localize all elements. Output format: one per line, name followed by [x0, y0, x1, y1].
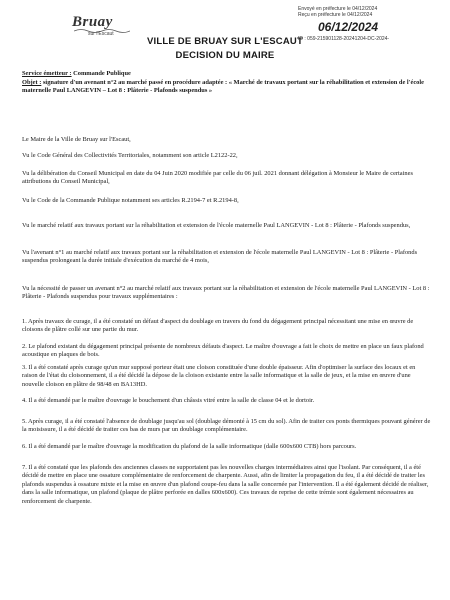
work-item: [22, 343, 432, 360]
page-subtitle: DECISION DU MAIRE: [175, 50, 275, 61]
work-item: [22, 464, 432, 506]
considering-marche: Vu le marché relatif aux travaux portant sur la réhabilitation et extension de l'école maternelle Paul LANGEVIN - Lot 8 : Plâterie - Plafonds suspendus,: [22, 222, 411, 229]
service-label: Service émetteur :: [22, 70, 72, 77]
objet-value: signature d'un avenant n°2 au marché passé en procédure adaptée : « Marché de travaux portant sur la réhabilitation et extension de l'école maternelle Paul LANGEVIN – Lot 8 : Plâterie - Plafonds suspendus »: [22, 79, 424, 95]
considering-cgct: Vu le Code Général des Collectivités Territoriales, notamment son article L2122-22,: [22, 152, 238, 159]
work-item-text: Il a été constaté après curage qu'un mur supposé porteur était une cloison constituée d'une double épaisseur. Afin d'optimiser la surface des locaux et en raison de l'état du cloisonnement, il a été décidé la dépose de la cloison existante entre la salle informatique et la salle de jeux, et la mise en œuvre d'une nouvelle cloison en plâtre de 98/48 en BA13HD.: [22, 364, 416, 388]
page-title: VILLE DE BRUAY SUR L'ESCAUT: [147, 36, 303, 47]
considering-avenant-1: Vu l'avenant n°1 au marché relatif aux travaux portant sur la réhabilitation et extension de l'école maternelle Paul LANGEVIN - Lot 8 : Plâterie - Plafonds suspendus prolongeant la durée initiale d'exécution du marché de 4 mois,: [22, 249, 418, 265]
stamp-received-label: Reçu en préfecture le 04/12/2024: [298, 12, 373, 18]
objet-line: [22, 79, 432, 96]
stamp-sent-line: Envoyé en préfecture le 04/12/2024: [298, 6, 378, 12]
work-item-text: Le plafond existant du dégagement principal présente de nombreux défauts d'aspect. Le maître d'ouvrage a fait le choix de mettre en place un faux plafond acoustique en plaques de bois.: [22, 343, 424, 359]
work-item: [22, 364, 432, 389]
service-line: [22, 70, 432, 78]
objet-label: Objet :: [22, 79, 42, 86]
work-item: [22, 443, 432, 451]
work-item-number: 5.: [22, 418, 27, 425]
considering-deliberation: Vu la délibération du Conseil Municipal en date du 04 Juin 2020 modifiée par celle du 06 juil. 2021 donnant délégation à Monsieur le Maire de certaines attributions du Conseil Municipal,: [22, 170, 413, 186]
work-item-text: Après travaux de curage, il a été constaté un défaut d'aspect du doublage en travers du fond du dégagement principal nécessitant une mise en œuvre de cloisons de plâtre collé sur une partie du mur.: [22, 318, 414, 334]
considering-avenant-2: Vu la nécessité de passer un avenant n°2 au marché relatif aux travaux portant sur la réhabilitation et extension de l'école maternelle Paul LANGEVIN - Lot 8 : Plâterie - Plafonds suspendus pour travaux supplémentaires :: [22, 285, 430, 301]
logo-subtitle: sur l'Escaut: [88, 31, 114, 37]
work-item: [22, 318, 432, 335]
stamp-id-line: ID : 059-215901128-20241204-DC-2024-: [298, 36, 390, 42]
work-item-text: Après curage, il a été constaté l'absence de doublage jusqu'au sol (doublage démonté à 15 cm du sol). Afin de traiter ces ponts thermiques pouvant générer de la moisissure, il a été décidé de traiter ces bas de murs par un doublage complémentaire.: [22, 418, 431, 434]
work-item-number: 6.: [22, 443, 27, 450]
work-item-text: Il a été constaté que les plafonds des anciennes classes ne supportaient pas les nouvelles charges intermédiaires ainsi que l'isolant. Par conséquent, il a été décidé de mettre en place une ossature complémentaire de renforcement de charpente. Aussi, afin de limiter la propagation du feu, il a été décidé de traiter les plafonds suspendus à ossature mixte et la mise en œuvre d'un plafond coupe-feu dans la salle concernée par l'intervention. Il a été également décidé de réaliser, dans la salle informatique, un plafond (plaque de plâtre perforée en dalles 600x600). Ces travaux de reprise de cette trémie sont également nécessaires au renforcement de charpente.: [22, 464, 429, 505]
logo-name: Bruay: [72, 14, 113, 30]
work-item-number: 4.: [22, 397, 27, 404]
work-item-number: 7.: [22, 464, 27, 471]
considering-code-commande: Vu le Code de la Commande Publique notamment ses articles R.2194-7 et R.2194-8,: [22, 197, 239, 204]
work-item-text: Il a été demandé par le maître d'ouvrage le bouchement d'un châssis vitré entre la salle de classe 04 et le dortoir.: [28, 397, 315, 404]
service-value: Commande Publique: [71, 70, 131, 77]
work-item-number: 1.: [22, 318, 27, 325]
stamp-date: 06/12/2024: [318, 20, 379, 34]
work-item-number: 2.: [22, 343, 27, 350]
mayor-line: Le Maire de la Ville de Bruay sur l'Escaut,: [22, 136, 131, 143]
work-item: [22, 418, 432, 435]
work-item-number: 3.: [22, 364, 27, 371]
stamp-date-row: [298, 18, 428, 36]
work-item: [22, 397, 432, 405]
work-item-text: Il a été demandé par le maître d'ouvrage la modification du plafond de la salle informatique (dalle 600x600 CTB) hors parcours.: [28, 443, 357, 450]
